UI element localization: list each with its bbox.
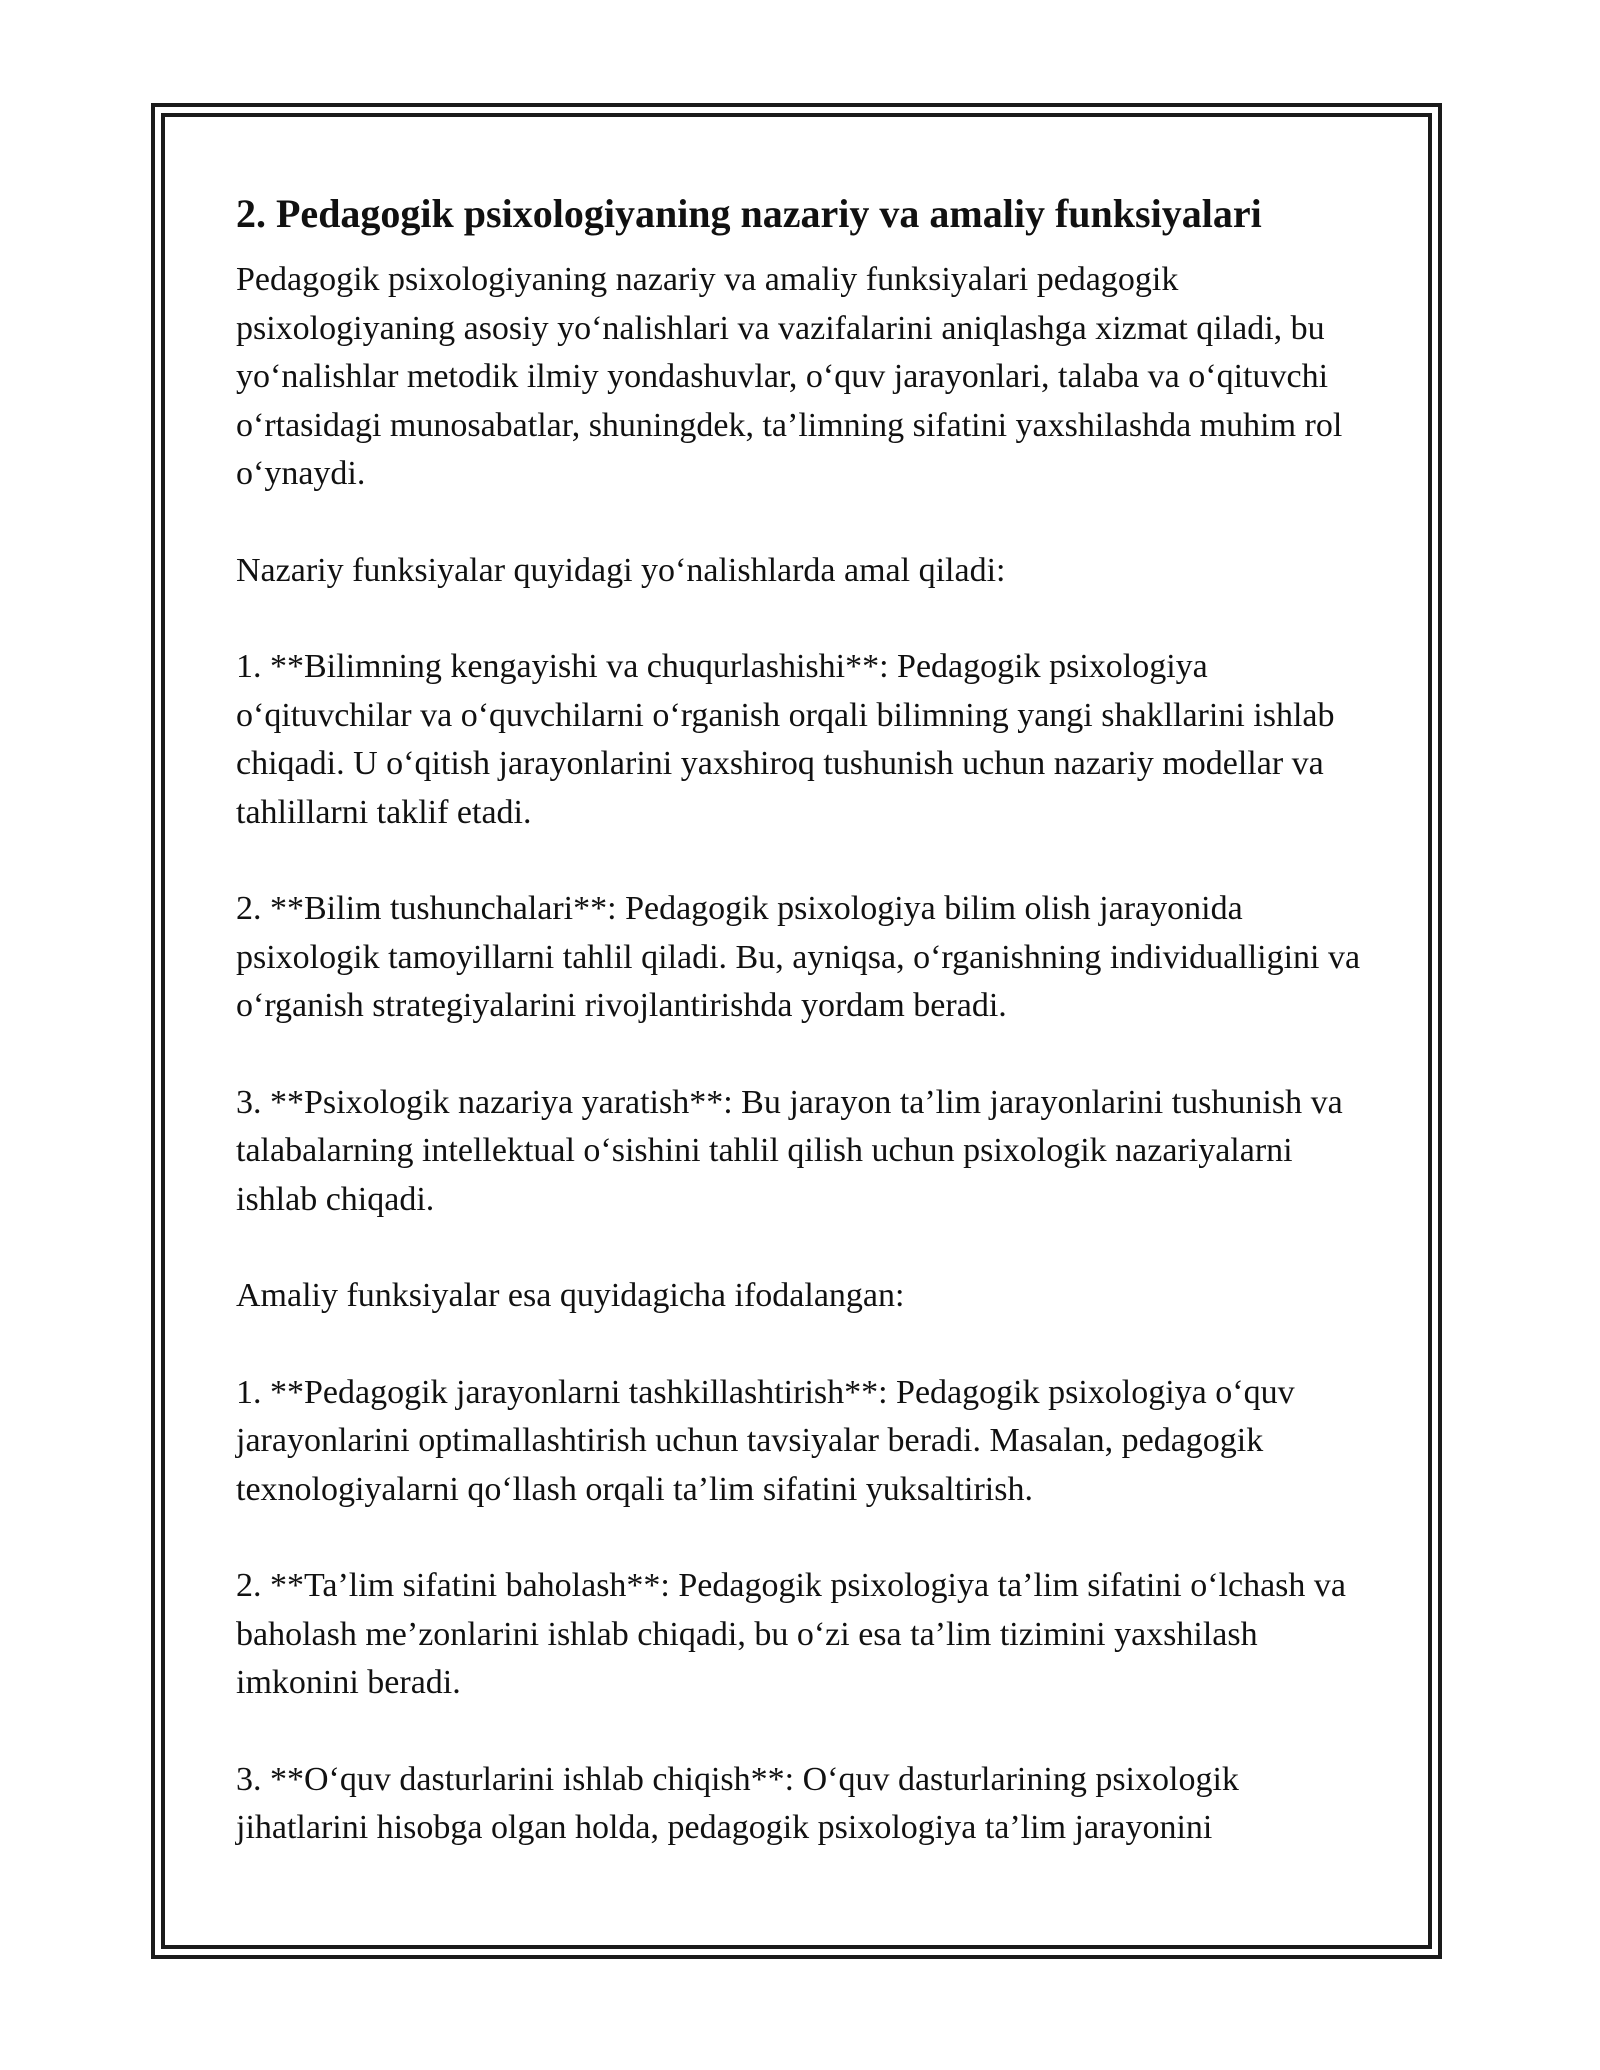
intro-paragraph: Pedagogik psixologiyaning nazariy va amaliy funksiyalari pedagogik psixologiyaning asosiy yo‘nalishlari va vazifalarini aniqlashga xizmat qiladi, bu yo‘nalishlar metodik ilmiy yondashuvlar, o‘quv jarayonlari, talaba va o‘qituvchi o‘rtasidagi munosabatlar, shuningdek, ta’limning sifatini yaxshilashda muhim rol o‘ynaydi.	[236, 261, 1343, 492]
practical-item-2: 2. **Ta’lim sifatini baholash**: Pedagogik psixologiya ta’lim sifatini o‘lchash va baholash me’zonlarini ishlab chiqadi, bu o‘zi esa ta’lim tizimini yaxshilash imkonini beradi.	[236, 1567, 1346, 1701]
theoretical-item-3: 3. **Psixologik nazariya yaratish**: Bu jarayon ta’lim jarayonlarini tushunish va talabalarning intellektual o‘sishini tahlil qilish uchun psixologik nazariyalarni ishlab chiqadi.	[236, 1083, 1343, 1218]
section-title: 2. Pedagogik psixologiyaning nazariy va amaliy funksiyalari	[236, 191, 1262, 236]
practical-item-1: 1. **Pedagogik jarayonlarni tashkillashtirish**: Pedagogik psixologiya o‘quv jarayonlarini optimallashtirish uchun tavsiyalar beradi. Masalan, pedagogik texnologiyalarni qo‘llash orqali ta’lim sifatini yuksaltirish.	[236, 1373, 1295, 1508]
practical-functions-heading: Amaliy funksiyalar esa quyidagicha ifodalangan:	[236, 1277, 905, 1314]
document-body	[236, 186, 1376, 1853]
theoretical-item-1: 1. **Bilimning kengayishi va chuqurlashishi**: Pedagogik psixologiya o‘qituvchilar va o‘quvchilarni o‘rganish orqali bilimning yangi shakllarini ishlab chiqadi. U o‘qitish jarayonlarini yaxshiroq tushunish uchun nazariy modellar va tahlillarni taklif etadi.	[236, 648, 1335, 831]
theoretical-functions-heading: Nazariy funksiyalar quyidagi yo‘nalishlarda amal qiladi:	[236, 551, 1006, 589]
theoretical-item-2: 2. **Bilim tushunchalari**: Pedagogik psixologiya bilim olish jarayonida psixologik tamoyillarni tahlil qiladi. Bu, ayniqsa, o‘rganishning individualligini va o‘rganish strategiyalarini rivojlantirishda yordam beradi.	[236, 890, 1361, 1024]
practical-item-3: 3. **O‘quv dasturlarini ishlab chiqish**: O‘quv dasturlarining psixologik jihatlarini hisobga olgan holda, pedagogik psixologiya ta’lim jarayonini	[236, 1760, 1239, 1846]
